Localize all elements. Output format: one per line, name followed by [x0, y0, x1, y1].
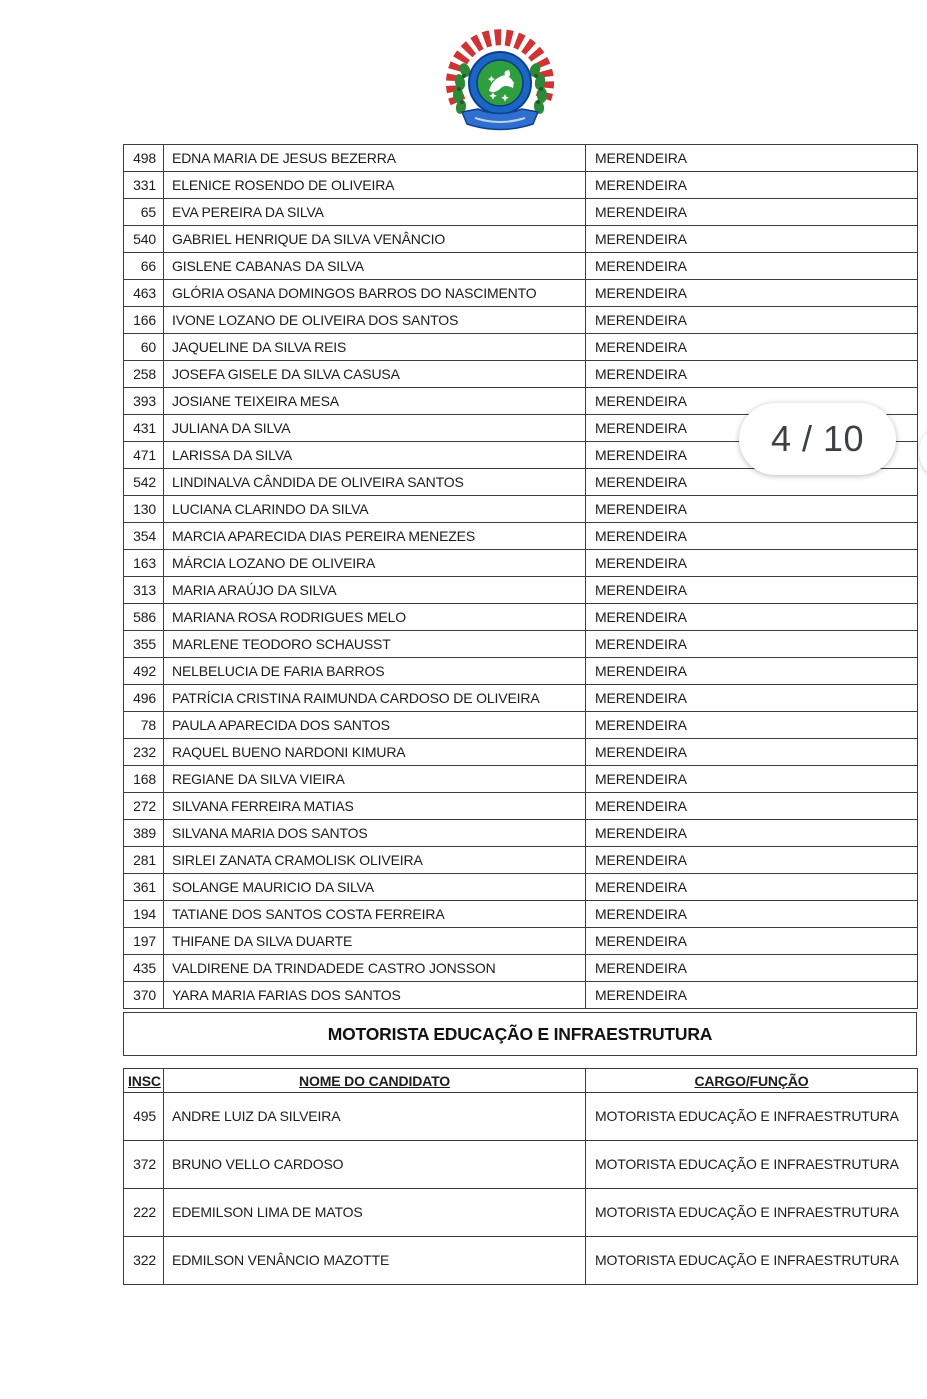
nome-cell: TATIANE DOS SANTOS COSTA FERREIRA: [164, 901, 586, 928]
table-row: [124, 280, 918, 307]
nome-cell: MÁRCIA LOZANO DE OLIVEIRA: [164, 550, 586, 577]
insc-cell: 372: [124, 1141, 164, 1189]
cargo-cell: MERENDEIRA: [586, 577, 918, 604]
nome-cell: REGIANE DA SILVA VIEIRA: [164, 766, 586, 793]
cargo-cell: MERENDEIRA: [586, 874, 918, 901]
nome-cell: THIFANE DA SILVA DUARTE: [164, 928, 586, 955]
nome-cell: MARLENE TEODORO SCHAUSST: [164, 631, 586, 658]
cargo-cell: MOTORISTA EDUCAÇÃO E INFRAESTRUTURA: [586, 1237, 918, 1285]
table-row: [124, 928, 918, 955]
insc-cell: 492: [124, 658, 164, 685]
insc-cell: 540: [124, 226, 164, 253]
table-row: [124, 550, 918, 577]
cargo-cell: MERENDEIRA: [586, 523, 918, 550]
page-indicator-text: 4 / 10: [770, 418, 865, 459]
cargo-cell: MERENDEIRA: [586, 496, 918, 523]
insc-cell: 197: [124, 928, 164, 955]
nome-cell: IVONE LOZANO DE OLIVEIRA DOS SANTOS: [164, 307, 586, 334]
table-row: [124, 172, 918, 199]
cargo-cell: MERENDEIRA: [586, 253, 918, 280]
cargo-cell: MOTORISTA EDUCAÇÃO E INFRAESTRUTURA: [586, 1093, 918, 1141]
insc-cell: 258: [124, 361, 164, 388]
nome-cell: ELENICE ROSENDO DE OLIVEIRA: [164, 172, 586, 199]
table-row: [124, 901, 918, 928]
cargo-cell: MERENDEIRA: [586, 415, 918, 442]
insc-cell: 393: [124, 388, 164, 415]
cargo-cell: MERENDEIRA: [586, 847, 918, 874]
cargo-cell: MOTORISTA EDUCAÇÃO E INFRAESTRUTURA: [586, 1141, 918, 1189]
nome-cell: EVA PEREIRA DA SILVA: [164, 199, 586, 226]
table-row: [124, 577, 918, 604]
nome-cell: SOLANGE MAURICIO DA SILVA: [164, 874, 586, 901]
nome-cell: MARCIA APARECIDA DIAS PEREIRA MENEZES: [164, 523, 586, 550]
nome-cell: JULIANA DA SILVA: [164, 415, 586, 442]
table-row: [124, 334, 918, 361]
table-row: [124, 712, 918, 739]
nome-cell: EDEMILSON LIMA DE MATOS: [164, 1189, 586, 1237]
cargo-cell: MERENDEIRA: [586, 226, 918, 253]
insc-cell: 463: [124, 280, 164, 307]
cargo-cell: MERENDEIRA: [586, 361, 918, 388]
nome-cell: GLÓRIA OSANA DOMINGOS BARROS DO NASCIMENTO: [164, 280, 586, 307]
table-row: [124, 955, 918, 982]
cargo-cell: MERENDEIRA: [586, 982, 918, 1009]
cargo-cell: MERENDEIRA: [586, 550, 918, 577]
insc-cell: 232: [124, 739, 164, 766]
nome-cell: JAQUELINE DA SILVA REIS: [164, 334, 586, 361]
cargo-cell: MOTORISTA EDUCAÇÃO E INFRAESTRUTURA: [586, 1189, 918, 1237]
table-row: [124, 658, 918, 685]
table-row: [124, 874, 918, 901]
cargo-cell: MERENDEIRA: [586, 145, 918, 172]
page-indicator-badge: [739, 403, 896, 475]
cargo-cell: MERENDEIRA: [586, 631, 918, 658]
table-row: [124, 496, 918, 523]
table-row: [124, 982, 918, 1009]
cargo-cell: MERENDEIRA: [586, 712, 918, 739]
insc-cell: 495: [124, 1093, 164, 1141]
table-row: [124, 523, 918, 550]
insc-cell: 354: [124, 523, 164, 550]
insc-cell: 331: [124, 172, 164, 199]
cargo-cell: MERENDEIRA: [586, 172, 918, 199]
table-row: [124, 199, 918, 226]
header-insc: INSC: [124, 1069, 164, 1093]
nome-cell: EDNA MARIA DE JESUS BEZERRA: [164, 145, 586, 172]
insc-cell: 78: [124, 712, 164, 739]
motorista-table-body: [124, 1093, 918, 1285]
insc-cell: 322: [124, 1237, 164, 1285]
cargo-cell: MERENDEIRA: [586, 685, 918, 712]
nome-cell: LARISSA DA SILVA: [164, 442, 586, 469]
insc-cell: 313: [124, 577, 164, 604]
cargo-cell: MERENDEIRA: [586, 307, 918, 334]
table-row: [124, 1237, 918, 1285]
table-row: [124, 307, 918, 334]
insc-cell: 163: [124, 550, 164, 577]
table-row: [124, 604, 918, 631]
table-row: [124, 253, 918, 280]
cargo-cell: MERENDEIRA: [586, 442, 918, 469]
insc-cell: 361: [124, 874, 164, 901]
nome-cell: PAULA APARECIDA DOS SANTOS: [164, 712, 586, 739]
insc-cell: 281: [124, 847, 164, 874]
edge-partial-button[interactable]: [919, 424, 927, 480]
insc-cell: 542: [124, 469, 164, 496]
table-header-row: [124, 1069, 918, 1093]
nome-cell: YARA MARIA FARIAS DOS SANTOS: [164, 982, 586, 1009]
nome-cell: PATRÍCIA CRISTINA RAIMUNDA CARDOSO DE OLIVEIRA: [164, 685, 586, 712]
insc-cell: 194: [124, 901, 164, 928]
section-title: MOTORISTA EDUCAÇÃO E INFRAESTRUTURA: [123, 1012, 917, 1056]
insc-cell: 60: [124, 334, 164, 361]
table-row: [124, 1093, 918, 1141]
header-nome: NOME DO CANDIDATO: [164, 1069, 586, 1093]
table-row: [124, 145, 918, 172]
cargo-cell: MERENDEIRA: [586, 955, 918, 982]
cargo-cell: MERENDEIRA: [586, 901, 918, 928]
cargo-cell: MERENDEIRA: [586, 469, 918, 496]
nome-cell: SIRLEI ZANATA CRAMOLISK OLIVEIRA: [164, 847, 586, 874]
insc-cell: 65: [124, 199, 164, 226]
cargo-cell: MERENDEIRA: [586, 604, 918, 631]
cargo-cell: MERENDEIRA: [586, 658, 918, 685]
insc-cell: 471: [124, 442, 164, 469]
insc-cell: 66: [124, 253, 164, 280]
cargo-cell: MERENDEIRA: [586, 793, 918, 820]
insc-cell: 370: [124, 982, 164, 1009]
cargo-cell: MERENDEIRA: [586, 928, 918, 955]
cargo-cell: MERENDEIRA: [586, 334, 918, 361]
nome-cell: VALDIRENE DA TRINDADEDE CASTRO JONSSON: [164, 955, 586, 982]
cargo-cell: MERENDEIRA: [586, 766, 918, 793]
table-row: [124, 631, 918, 658]
nome-cell: JOSIANE TEIXEIRA MESA: [164, 388, 586, 415]
insc-cell: 435: [124, 955, 164, 982]
table-row: [124, 685, 918, 712]
table-row: [124, 226, 918, 253]
insc-cell: 498: [124, 145, 164, 172]
table-row: [124, 766, 918, 793]
nome-cell: NELBELUCIA DE FARIA BARROS: [164, 658, 586, 685]
nome-cell: SILVANA FERREIRA MATIAS: [164, 793, 586, 820]
insc-cell: 130: [124, 496, 164, 523]
table-row: [124, 820, 918, 847]
nome-cell: BRUNO VELLO CARDOSO: [164, 1141, 586, 1189]
insc-cell: 496: [124, 685, 164, 712]
cargo-cell: MERENDEIRA: [586, 199, 918, 226]
cargo-cell: MERENDEIRA: [586, 280, 918, 307]
insc-cell: 389: [124, 820, 164, 847]
table-row: [124, 847, 918, 874]
table-row: [124, 739, 918, 766]
nome-cell: MARIA ARAÚJO DA SILVA: [164, 577, 586, 604]
motorista-table: [123, 1068, 918, 1285]
table-row: [124, 793, 918, 820]
insc-cell: 168: [124, 766, 164, 793]
table-row: [124, 361, 918, 388]
nome-cell: JOSEFA GISELE DA SILVA CASUSA: [164, 361, 586, 388]
nome-cell: SILVANA MARIA DOS SANTOS: [164, 820, 586, 847]
merendeira-table-body: [124, 145, 918, 1009]
nome-cell: LINDINALVA CÂNDIDA DE OLIVEIRA SANTOS: [164, 469, 586, 496]
insc-cell: 272: [124, 793, 164, 820]
insc-cell: 222: [124, 1189, 164, 1237]
insc-cell: 431: [124, 415, 164, 442]
table-row: [124, 1141, 918, 1189]
merendeira-table: [123, 144, 918, 1009]
insc-cell: 166: [124, 307, 164, 334]
nome-cell: RAQUEL BUENO NARDONI KIMURA: [164, 739, 586, 766]
cargo-cell: MERENDEIRA: [586, 820, 918, 847]
cargo-cell: MERENDEIRA: [586, 388, 918, 415]
nome-cell: EDMILSON VENÂNCIO MAZOTTE: [164, 1237, 586, 1285]
header-cargo: CARGO/FUNÇÃO: [586, 1069, 918, 1093]
insc-cell: 355: [124, 631, 164, 658]
nome-cell: GABRIEL HENRIQUE DA SILVA VENÂNCIO: [164, 226, 586, 253]
nome-cell: LUCIANA CLARINDO DA SILVA: [164, 496, 586, 523]
nome-cell: ANDRE LUIZ DA SILVEIRA: [164, 1093, 586, 1141]
cargo-cell: MERENDEIRA: [586, 739, 918, 766]
nome-cell: MARIANA ROSA RODRIGUES MELO: [164, 604, 586, 631]
municipal-coat-of-arms-icon: [445, 26, 555, 134]
nome-cell: GISLENE CABANAS DA SILVA: [164, 253, 586, 280]
table-row: [124, 1189, 918, 1237]
insc-cell: 586: [124, 604, 164, 631]
